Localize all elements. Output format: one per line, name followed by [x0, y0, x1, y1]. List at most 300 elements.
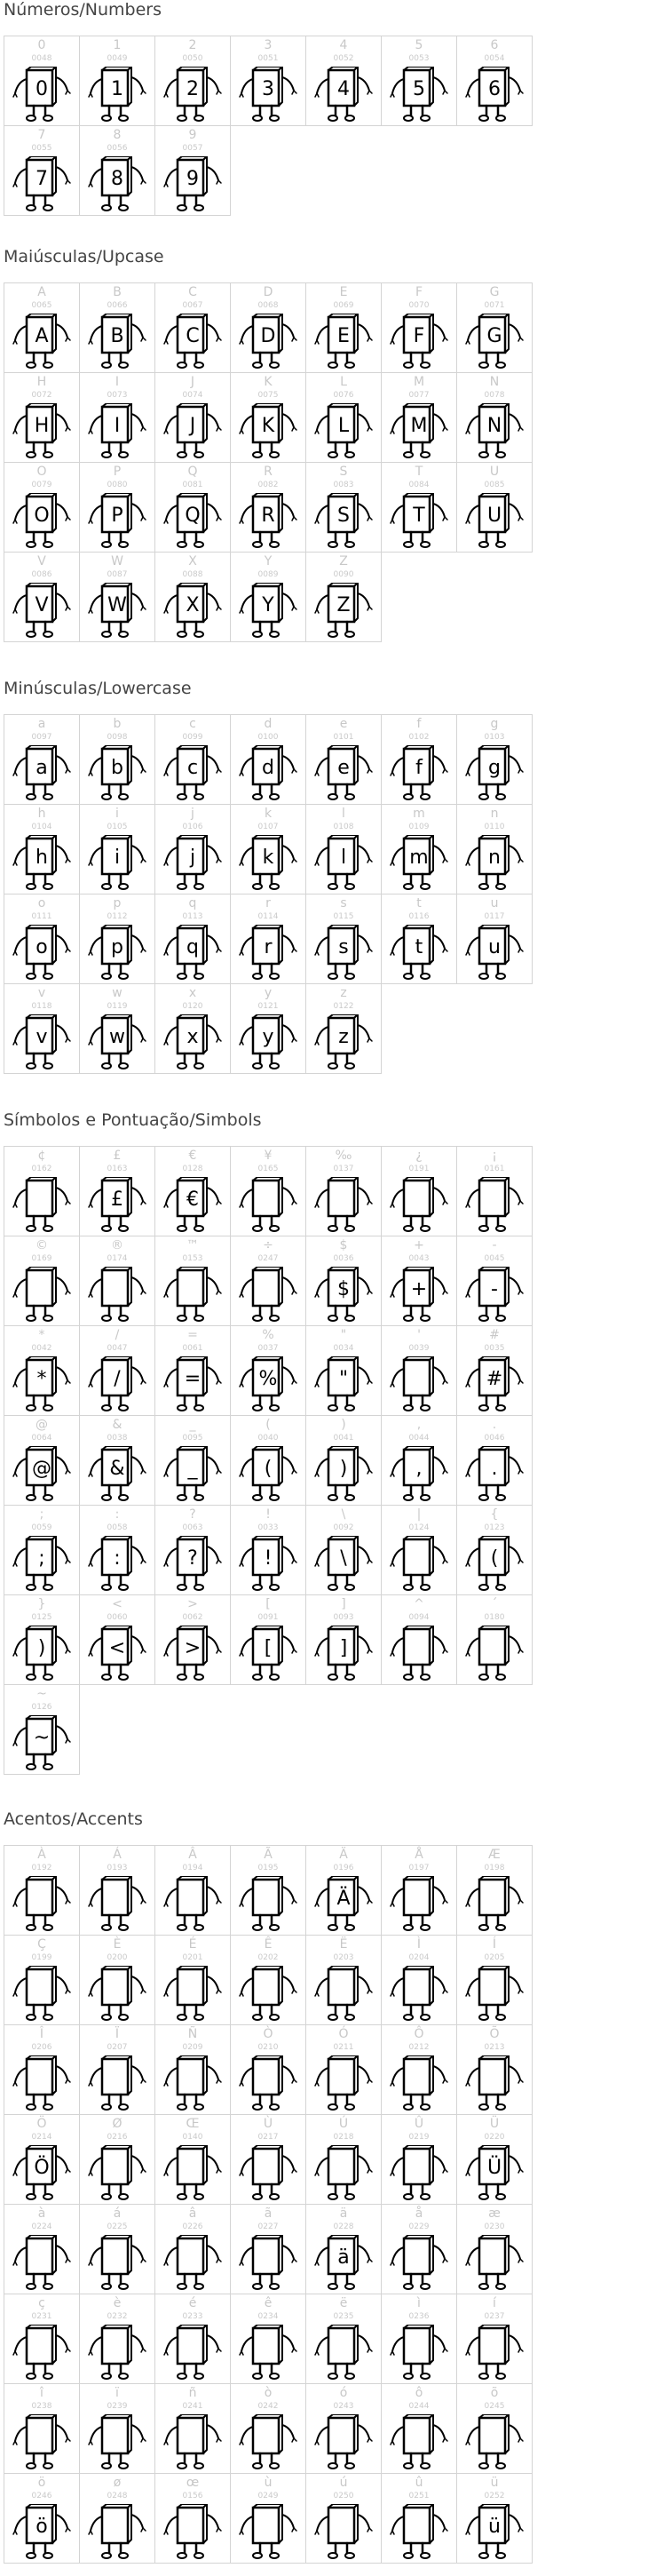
glyph-char-label: ò [264, 2386, 273, 2400]
glyph-char-label: g [490, 717, 499, 731]
glyph-preview [107, 2425, 128, 2450]
box-mascot-icon [313, 1014, 374, 1071]
glyph-char-label: ú [339, 2476, 348, 2490]
box-mascot-icon [238, 2325, 298, 2381]
box-mascot-icon [162, 67, 223, 123]
box-mascot-icon [238, 583, 298, 640]
glyph-char-label: r [265, 896, 271, 910]
glyph-cell [4, 715, 80, 805]
glyph-preview [484, 2066, 505, 2091]
glyph-char-label: è [113, 2296, 122, 2310]
box-mascot-icon [87, 2504, 147, 2561]
glyph-preview [31, 1188, 52, 1212]
box-mascot-icon [313, 1267, 374, 1324]
glyph-preview: p [111, 936, 123, 958]
glyph-char-label: < [112, 1597, 122, 1611]
glyph-char-label: ( [265, 1418, 271, 1432]
glyph-cell [4, 36, 80, 126]
box-mascot-icon [87, 2235, 147, 2292]
glyph-code-label: 0086 [31, 570, 52, 579]
glyph-preview: ö [36, 2516, 48, 2538]
box-mascot-icon [87, 1626, 147, 1682]
glyph-cell [80, 2384, 155, 2474]
glyph-char-label: y [264, 986, 273, 1000]
glyph-cell [306, 373, 382, 463]
box-mascot-icon [87, 835, 147, 892]
box-mascot-icon [389, 1876, 449, 1933]
glyph-code-label: 0084 [408, 481, 430, 489]
glyph-code-label: 0038 [107, 1434, 128, 1443]
glyph-cell [80, 1506, 155, 1595]
glyph-preview [107, 2066, 128, 2091]
glyph-cell [382, 2474, 457, 2564]
glyph-char-label: í [493, 2296, 496, 2310]
glyph-char-label: î [40, 2386, 43, 2400]
glyph-cell [155, 805, 231, 894]
glyph-preview [484, 1188, 505, 1212]
glyph-char-label: ë [339, 2296, 348, 2310]
glyph-code-label: 0128 [182, 1165, 203, 1173]
glyph-code-label: 0231 [31, 2312, 52, 2321]
glyph-preview: t [415, 936, 423, 958]
glyph-cell [306, 283, 382, 373]
glyph-preview: A [35, 325, 49, 347]
glyph-preview [182, 2246, 203, 2270]
glyph-code-label: 0075 [257, 391, 279, 400]
glyph-cell [306, 1506, 382, 1595]
glyph-cell [382, 715, 457, 805]
glyph-code-label: 0206 [31, 2043, 52, 2052]
box-mascot-icon [313, 745, 374, 802]
glyph-preview: g [488, 757, 501, 779]
glyph-cell [382, 805, 457, 894]
glyph-preview [107, 1976, 128, 2001]
glyph-code-label: 0064 [31, 1434, 52, 1443]
glyph-cell [155, 1846, 231, 1936]
glyph-cell [231, 715, 306, 805]
glyph-code-label: 0220 [484, 2133, 505, 2142]
glyph-preview [408, 1976, 430, 2001]
glyph-preview [333, 2156, 354, 2181]
glyph-char-label: h [37, 807, 46, 821]
box-mascot-icon [87, 2145, 147, 2202]
glyph-code-label: 0235 [333, 2312, 354, 2321]
glyph-code-label: 0113 [182, 912, 203, 921]
glyph-cell [231, 1846, 306, 1936]
box-mascot-icon [389, 314, 449, 370]
glyph-cell [382, 373, 457, 463]
glyph-char-label: 8 [113, 128, 122, 142]
glyph-code-label: 0110 [484, 823, 505, 831]
glyph-cell [457, 1147, 533, 1236]
glyph-cell [155, 1236, 231, 1326]
glyph-preview [257, 1976, 279, 2001]
box-mascot-icon [162, 1446, 223, 1503]
box-mascot-icon [464, 1966, 525, 2023]
glyph-preview: @ [32, 1458, 51, 1480]
box-mascot-icon [389, 1626, 449, 1682]
glyph-char-label: l [342, 807, 345, 821]
glyph-char-label: 4 [339, 38, 348, 52]
box-mascot-icon [87, 403, 147, 460]
glyph-preview: ] [339, 1637, 348, 1659]
glyph-cell [231, 36, 306, 126]
glyph-code-label: 0252 [484, 2492, 505, 2500]
glyph-cell [382, 2384, 457, 2474]
glyph-cell [457, 805, 533, 894]
box-mascot-icon [12, 156, 72, 213]
glyph-code-label: 0233 [182, 2312, 203, 2321]
glyph-cell [4, 2294, 80, 2384]
glyph-code-label: 0040 [257, 1434, 279, 1443]
glyph-cell [306, 2115, 382, 2205]
section-lower [4, 679, 533, 1074]
glyph-code-label: 0044 [408, 1434, 430, 1443]
glyph-code-label: 0106 [182, 823, 203, 831]
box-mascot-icon [162, 1626, 223, 1682]
glyph-char-label: ? [189, 1507, 196, 1522]
glyph-code-label: 0107 [257, 823, 279, 831]
glyph-cell [80, 2205, 155, 2294]
box-mascot-icon [162, 1177, 223, 1234]
glyph-cell [231, 805, 306, 894]
glyph-preview [484, 1887, 505, 1912]
glyph-preview [31, 2246, 52, 2270]
glyph-char-label: â [188, 2206, 197, 2221]
glyph-preview [31, 1887, 52, 1912]
section-accents [4, 1809, 533, 2564]
glyph-preview [31, 1277, 52, 1302]
glyph-cell [231, 1147, 306, 1236]
glyph-char-label: ) [341, 1418, 346, 1432]
glyph-preview [333, 2066, 354, 2091]
glyph-cell [382, 1595, 457, 1685]
glyph-code-label: 0249 [257, 2492, 279, 2500]
glyph-code-label: 0073 [107, 391, 128, 400]
glyph-cell [4, 894, 80, 984]
glyph-code-label: 0119 [107, 1002, 128, 1011]
glyph-code-label: 0191 [408, 1165, 430, 1173]
box-mascot-icon [313, 835, 374, 892]
glyph-code-label: 0051 [257, 54, 279, 63]
glyph-preview [408, 2515, 430, 2540]
box-mascot-icon [464, 314, 525, 370]
box-mascot-icon [389, 67, 449, 123]
glyph-char-label: ö [37, 2476, 46, 2490]
glyph-char-label: Ú [338, 2117, 349, 2131]
glyph-preview: ( [264, 1458, 273, 1480]
glyph-char-label: ù [264, 2476, 273, 2490]
glyph-code-label: 0093 [333, 1613, 354, 1622]
glyph-preview: z [338, 1026, 349, 1048]
glyph-cell [382, 2025, 457, 2115]
glyph-preview [107, 2515, 128, 2540]
glyph-code-label: 0109 [408, 823, 430, 831]
glyph-char-label: Û [414, 2117, 424, 2131]
glyph-code-label: 0047 [107, 1344, 128, 1353]
glyph-cell [155, 283, 231, 373]
glyph-cell [231, 1506, 306, 1595]
glyph-char-label: - [492, 1238, 497, 1252]
glyph-preview: £ [111, 1189, 123, 1211]
glyph-cell [457, 1846, 533, 1936]
glyph-char-label: 5 [415, 38, 423, 52]
glyph-preview [257, 2335, 279, 2360]
glyph-preview: j [189, 847, 196, 869]
glyph-code-label: 0049 [107, 54, 128, 63]
glyph-char-label: Ã [264, 1848, 273, 1862]
glyph-code-label: 0091 [257, 1613, 279, 1622]
box-mascot-icon [238, 2414, 298, 2471]
glyph-char-label: 0 [37, 38, 46, 52]
glyph-cell [4, 1595, 80, 1685]
glyph-preview: d [262, 757, 274, 779]
box-mascot-icon [87, 156, 147, 213]
glyph-preview: 8 [111, 168, 123, 190]
box-mascot-icon [87, 2055, 147, 2112]
glyph-cell [457, 1936, 533, 2025]
box-mascot-icon [12, 1966, 72, 2023]
glyph-preview: > [184, 1637, 202, 1659]
box-mascot-icon [87, 1966, 147, 2023]
glyph-preview: a [36, 757, 48, 779]
glyph-code-label: 0060 [107, 1613, 128, 1622]
box-mascot-icon [162, 403, 223, 460]
glyph-char-label: | [416, 1507, 422, 1522]
glyph-char-label: ~ [36, 1687, 47, 1701]
glyph-char-label: û [415, 2476, 423, 2490]
glyph-code-label: 0052 [333, 54, 354, 63]
box-mascot-icon [464, 925, 525, 982]
glyph-char-label: * [38, 1328, 45, 1342]
glyph-preview [408, 1367, 430, 1392]
glyph-grid-symbols [4, 1146, 533, 1775]
glyph-preview: Ö [34, 2157, 50, 2179]
glyph-code-label: 0207 [107, 2043, 128, 2052]
box-mascot-icon [12, 1014, 72, 1071]
glyph-char-label: w [112, 986, 122, 1000]
glyph-cell [155, 126, 231, 216]
glyph-preview [408, 1546, 430, 1571]
glyph-code-label: 0102 [408, 733, 430, 742]
glyph-preview: < [108, 1637, 126, 1659]
glyph-cell [4, 1936, 80, 2025]
glyph-code-label: 0043 [408, 1254, 430, 1263]
glyph-cell [155, 2205, 231, 2294]
box-mascot-icon [313, 2504, 374, 2561]
glyph-code-label: 0198 [484, 1864, 505, 1872]
glyph-char-label: ¢ [37, 1149, 46, 1163]
box-mascot-icon [313, 314, 374, 370]
glyph-char-label: [ [265, 1597, 271, 1611]
glyph-char-label: M [413, 375, 425, 389]
glyph-cell [4, 2474, 80, 2564]
glyph-cell [4, 283, 80, 373]
glyph-char-label: ó [339, 2386, 348, 2400]
box-mascot-icon [313, 2414, 374, 2471]
glyph-char-label: b [113, 717, 122, 731]
glyph-char-label: ^ [414, 1597, 424, 1611]
glyph-code-label: 0161 [484, 1165, 505, 1173]
glyph-cell [155, 2474, 231, 2564]
glyph-char-label: 9 [188, 128, 197, 142]
glyph-cell [231, 283, 306, 373]
glyph-cell [382, 1936, 457, 2025]
box-mascot-icon [12, 314, 72, 370]
glyph-preview: O [34, 505, 50, 527]
glyph-char-label: = [187, 1328, 198, 1342]
glyph-preview: B [110, 325, 124, 347]
glyph-code-label: 0116 [408, 912, 430, 921]
box-mascot-icon [313, 1177, 374, 1234]
glyph-code-label: 0205 [484, 1953, 505, 1962]
box-mascot-icon [162, 2325, 223, 2381]
glyph-code-label: 0213 [484, 2043, 505, 2052]
box-mascot-icon [464, 2055, 525, 2112]
box-mascot-icon [464, 1177, 525, 1234]
glyph-preview: \ [340, 1547, 347, 1570]
glyph-cell [306, 1595, 382, 1685]
glyph-char-label: ä [339, 2206, 348, 2221]
glyph-code-label: 0232 [107, 2312, 128, 2321]
glyph-code-label: 0228 [333, 2222, 354, 2231]
glyph-preview: . [491, 1458, 498, 1480]
glyph-preview: ) [339, 1458, 348, 1480]
glyph-preview: 4 [337, 78, 350, 100]
glyph-char-label: Z [339, 554, 348, 568]
glyph-char-label: Ó [338, 2027, 349, 2041]
glyph-code-label: 0169 [31, 1254, 52, 1263]
glyph-char-label: a [37, 717, 46, 731]
box-mascot-icon [389, 1446, 449, 1503]
glyph-preview: J [189, 415, 196, 437]
glyph-code-label: 0104 [31, 823, 52, 831]
glyph-preview: : [114, 1547, 121, 1570]
glyph-preview: 2 [186, 78, 199, 100]
box-mascot-icon [238, 2055, 298, 2112]
glyph-char-label: B [113, 285, 122, 299]
glyph-char-label: z [340, 986, 347, 1000]
glyph-cell [4, 2025, 80, 2115]
box-mascot-icon [87, 1446, 147, 1503]
glyph-cell [457, 2294, 533, 2384]
glyph-char-label: Å [415, 1848, 423, 1862]
box-mascot-icon [162, 1536, 223, 1593]
glyph-code-label: 0137 [333, 1165, 354, 1173]
box-mascot-icon [162, 314, 223, 370]
glyph-code-label: 0108 [333, 823, 354, 831]
glyph-cell [4, 1147, 80, 1236]
glyph-cell [231, 1936, 306, 2025]
glyph-cell [80, 2294, 155, 2384]
glyph-code-label: 0054 [484, 54, 505, 63]
box-mascot-icon [87, 1536, 147, 1593]
box-mascot-icon [87, 2414, 147, 2471]
glyph-cell [80, 283, 155, 373]
section-numbers [4, 0, 533, 216]
glyph-code-label: 0077 [408, 391, 430, 400]
box-mascot-icon [162, 2504, 223, 2561]
box-mascot-icon [389, 1356, 449, 1413]
glyph-code-label: 0070 [408, 301, 430, 310]
glyph-code-label: 0219 [408, 2133, 430, 2142]
glyph-preview [333, 1976, 354, 2001]
glyph-code-label: 0243 [333, 2402, 354, 2411]
glyph-code-label: 0197 [408, 1864, 430, 1872]
glyph-code-label: 0200 [107, 1953, 128, 1962]
box-mascot-icon [12, 1876, 72, 1933]
glyph-cell [382, 283, 457, 373]
glyph-cell [231, 553, 306, 642]
glyph-cell [80, 373, 155, 463]
glyph-cell [382, 36, 457, 126]
box-mascot-icon [238, 2235, 298, 2292]
glyph-code-label: 0140 [182, 2133, 203, 2142]
glyph-cell [80, 553, 155, 642]
section-title-lower: Minúsculas/Lowercase [4, 679, 192, 698]
glyph-preview: , [415, 1458, 423, 1480]
box-mascot-icon [238, 925, 298, 982]
box-mascot-icon [389, 2055, 449, 2112]
box-mascot-icon [389, 835, 449, 892]
glyph-code-label: 0229 [408, 2222, 430, 2231]
glyph-preview: X [186, 594, 200, 616]
box-mascot-icon [162, 2414, 223, 2471]
glyph-code-label: 0125 [31, 1613, 52, 1622]
section-title-accents: Acentos/Accents [4, 1809, 143, 1829]
glyph-code-label: 0230 [484, 2222, 505, 2231]
glyph-code-label: 0078 [484, 391, 505, 400]
glyph-char-label: ¥ [264, 1149, 273, 1163]
glyph-code-label: 0061 [182, 1344, 203, 1353]
box-mascot-icon [238, 1966, 298, 2023]
glyph-cell [457, 1236, 533, 1326]
box-mascot-icon [389, 2414, 449, 2471]
glyph-cell [155, 1936, 231, 2025]
glyph-char-label: 7 [37, 128, 46, 142]
glyph-code-label: 0246 [31, 2492, 52, 2500]
box-mascot-icon [12, 1626, 72, 1682]
box-mascot-icon [87, 493, 147, 550]
glyph-char-label: d [264, 717, 273, 731]
glyph-cell [155, 1416, 231, 1506]
glyph-char-label: ‰ [335, 1149, 352, 1163]
glyph-preview: i [114, 847, 121, 869]
box-mascot-icon [313, 583, 374, 640]
glyph-code-label: 0163 [107, 1165, 128, 1173]
glyph-char-label: C [188, 285, 197, 299]
glyph-char-label: Ò [263, 2027, 273, 2041]
box-mascot-icon [87, 1876, 147, 1933]
glyph-code-label: 0081 [182, 481, 203, 489]
section-upper [4, 247, 533, 642]
glyph-char-label: ¿ [415, 1149, 423, 1163]
box-mascot-icon [313, 2325, 374, 2381]
glyph-code-label: 0251 [408, 2492, 430, 2500]
glyph-preview: q [186, 936, 199, 958]
glyph-char-label: ç [38, 2296, 45, 2310]
glyph-preview: c [186, 757, 199, 779]
glyph-preview [182, 2335, 203, 2360]
box-mascot-icon [389, 403, 449, 460]
box-mascot-icon [238, 835, 298, 892]
glyph-code-label: 0095 [182, 1434, 203, 1443]
glyph-cell [80, 1326, 155, 1416]
glyph-code-label: 0055 [31, 144, 52, 153]
glyph-cell [457, 2384, 533, 2474]
glyph-cell [155, 984, 231, 1074]
glyph-char-label: ã [264, 2206, 273, 2221]
